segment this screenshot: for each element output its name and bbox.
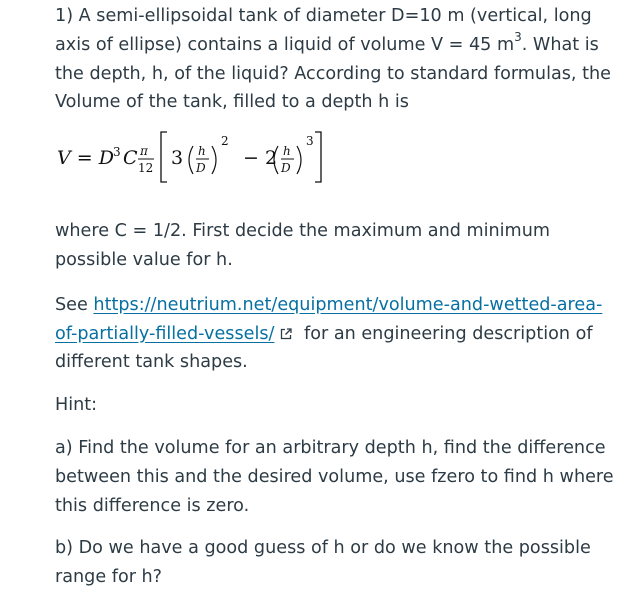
formula-c: C: [123, 147, 138, 169]
formula-paren-1-open: [189, 146, 193, 174]
formula-d-exponent: 3: [113, 145, 121, 159]
formula-D1: D: [196, 161, 206, 175]
formula-paren-1-close: [212, 146, 216, 174]
formula-minus-two: − 2: [243, 147, 278, 169]
hint-label: Hint:: [55, 395, 98, 416]
formula-exp2: 2: [221, 134, 229, 148]
intro-text-part1: 1) A semi-ellipsoidal tank of diameter D=10 m (vertical, long axis of ellipse) contains a liquid of volume V = 45 m: [55, 6, 592, 55]
formula-h1: h: [198, 144, 206, 158]
see-prefix: See: [55, 294, 94, 315]
problem-intro: [55, 2, 615, 117]
formula-twelve: 12: [138, 161, 154, 175]
external-link-icon[interactable]: [280, 328, 292, 340]
formula-h2: h: [283, 144, 291, 158]
volume-formula: [57, 126, 377, 186]
formula-svg: [57, 126, 377, 186]
formula-right-bracket: [315, 132, 321, 182]
formula-three: 3: [171, 147, 184, 169]
formula-exp3: 3: [306, 134, 314, 148]
formula-D2: D: [281, 161, 291, 175]
intro-text-part2: . What is the depth, h, of the liquid? According to standard formulas, the Volume of the tank, filled to a depth h is: [55, 34, 611, 113]
formula-lhs: V = D: [57, 147, 114, 169]
where-paragraph: where C = 1/2. First decide the maximum and minimum possible value for h.: [55, 221, 550, 270]
formula-paren-2-close: [297, 146, 301, 174]
formula-left-bracket: [161, 132, 167, 182]
see-paragraph: [55, 291, 615, 377]
cubic-exponent: 3: [514, 29, 522, 44]
problem-content: [55, 2, 615, 592]
neutrium-link[interactable]: https://neutrium.net/equipment/volume-and-wetted-area-of-partially-filled-vessels/: [55, 294, 603, 344]
hint-a: a) Find the volume for an arbitrary depth h, find the difference between this and the desired volume, use fzero to find h where this difference is zero.: [55, 437, 614, 516]
hint-b: b) Do we have a good guess of h or do we know the possible range for h?: [55, 538, 591, 588]
formula-pi: π: [140, 144, 148, 158]
see-suffix: for an engineering description of different tank shapes.: [55, 323, 593, 373]
